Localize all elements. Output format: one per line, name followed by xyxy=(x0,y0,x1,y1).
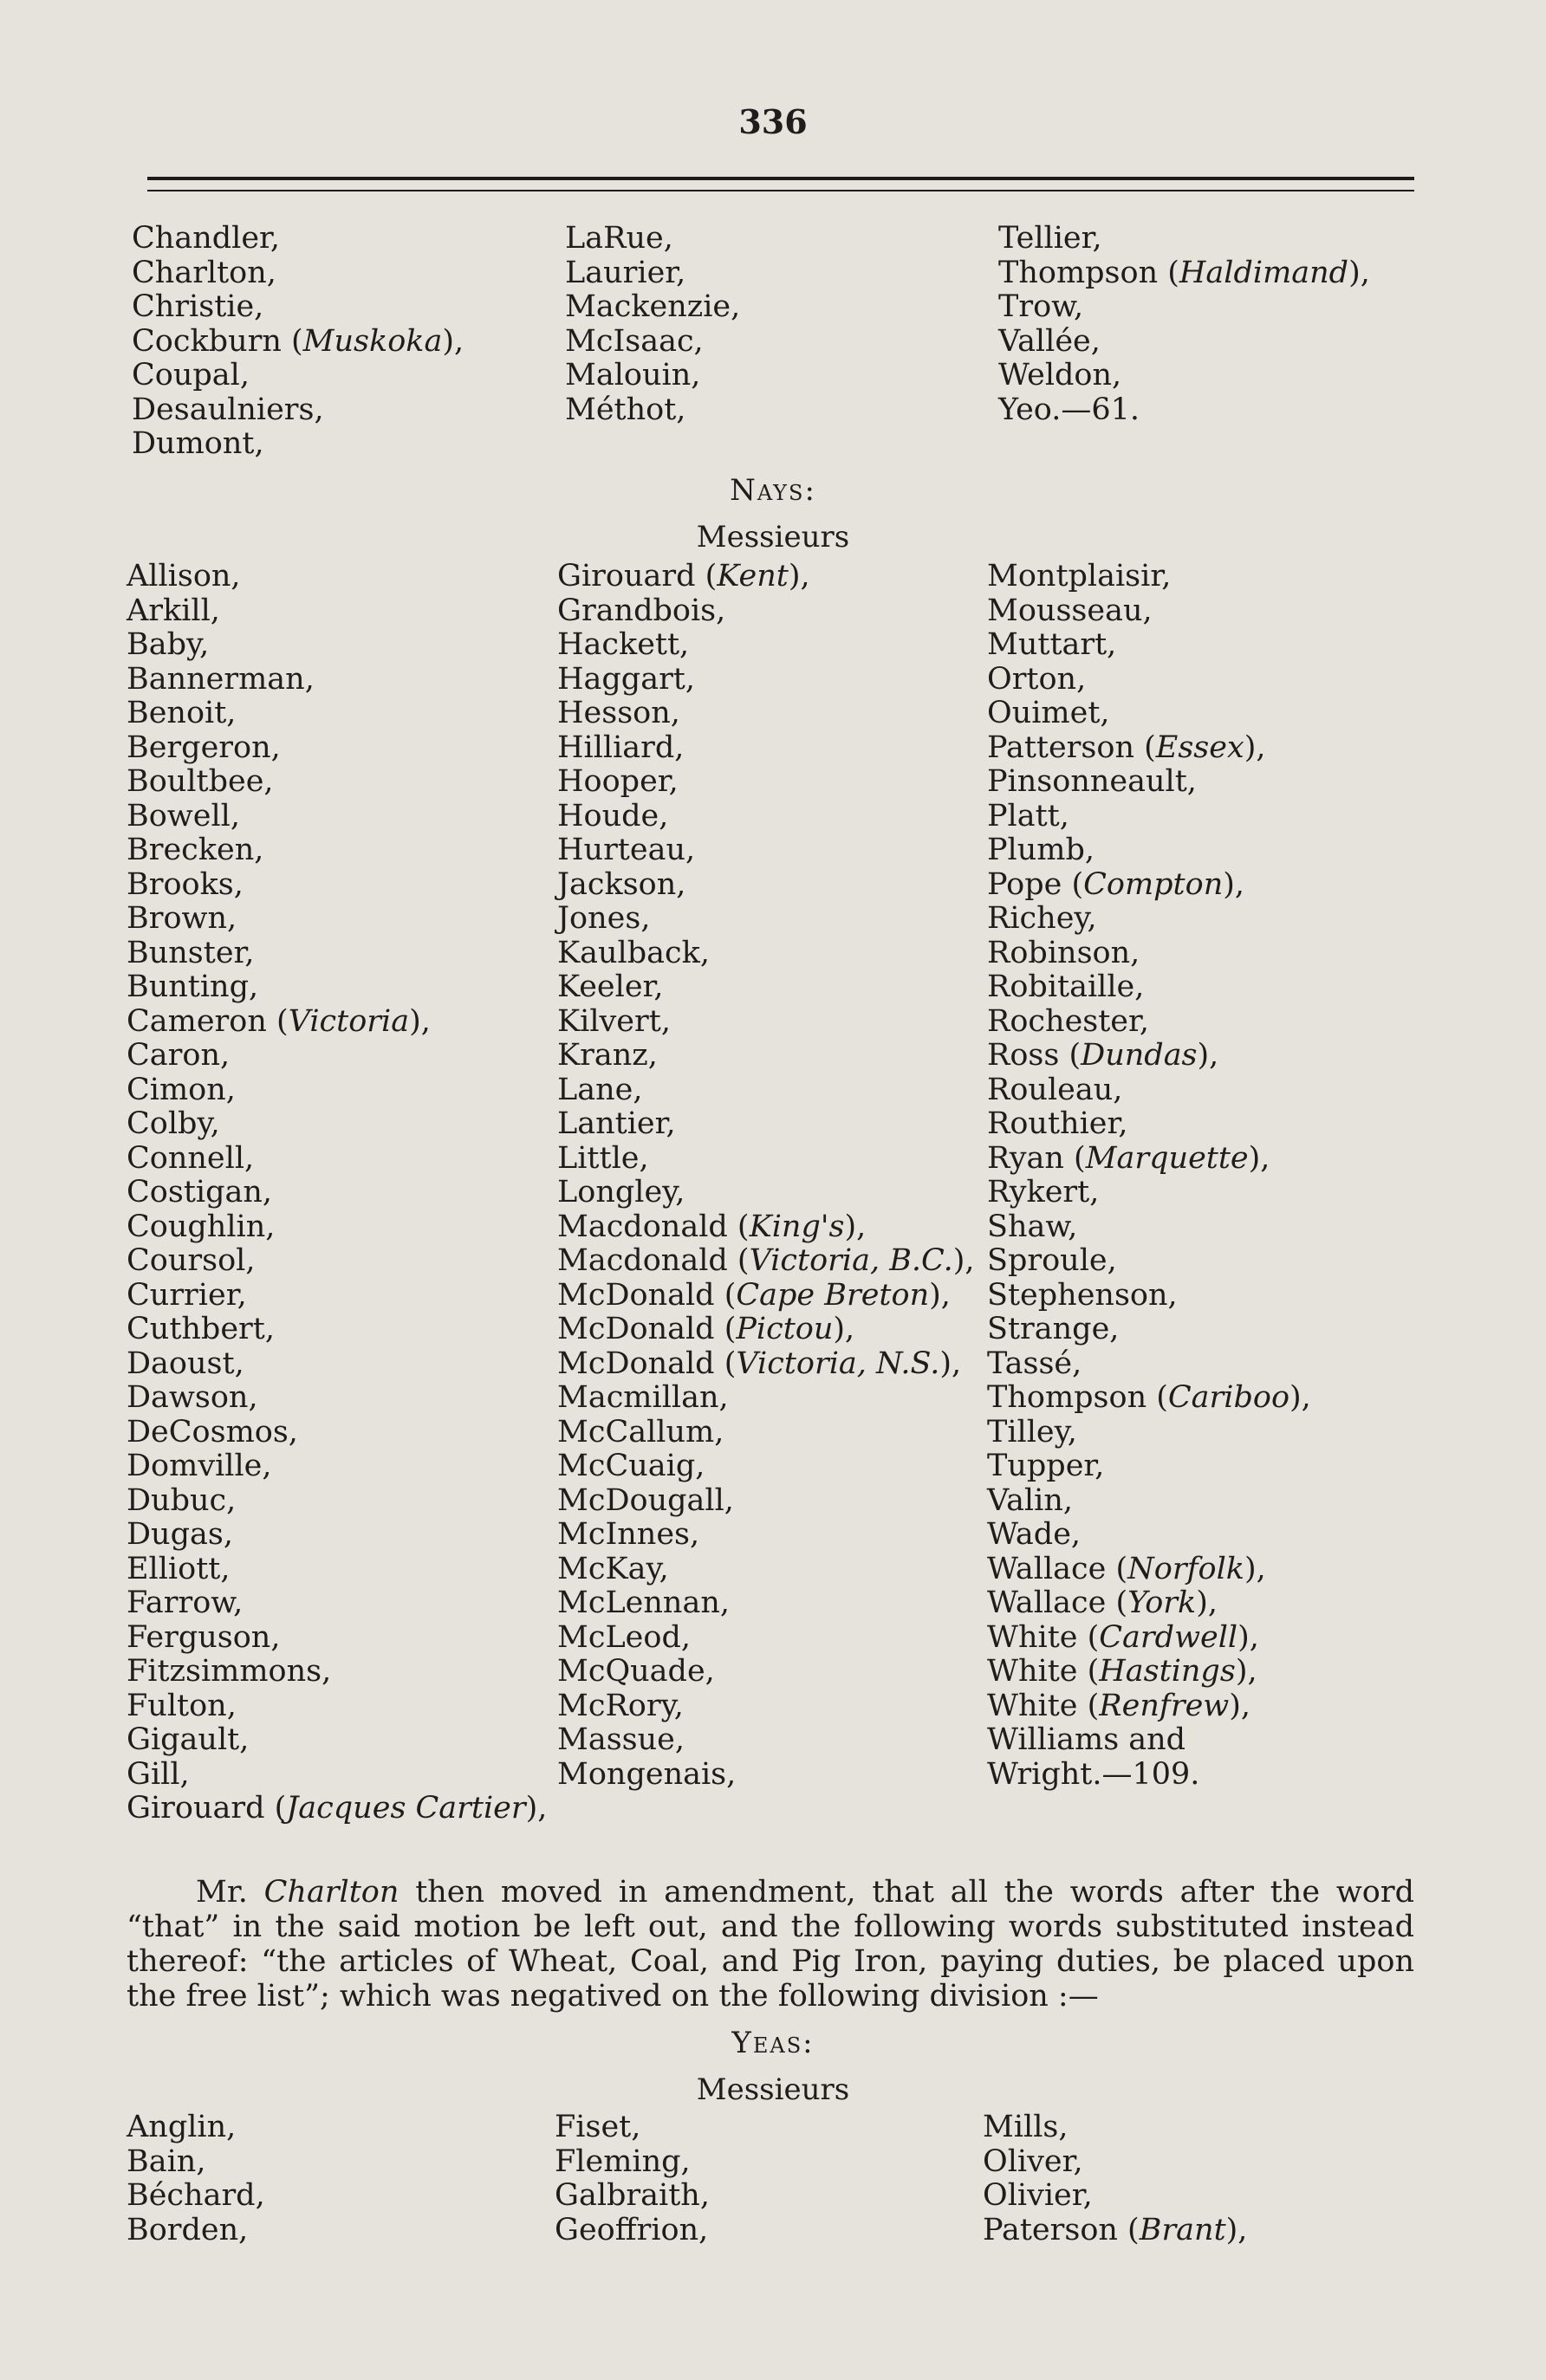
member-name: McKay, xyxy=(557,1551,669,1586)
member-name: Oliver, xyxy=(983,2143,1083,2179)
member-name: McDonald (Victoria, N.S.), xyxy=(557,1346,962,1381)
name-column xyxy=(565,222,998,462)
member-name: Tupper, xyxy=(987,1449,1105,1483)
member-name: Rouleau, xyxy=(987,1072,1123,1107)
member-name: Platt, xyxy=(987,798,1069,833)
member-name: Wade, xyxy=(987,1517,1082,1552)
member-name: Mousseau, xyxy=(987,593,1153,628)
member-name: Tellier, xyxy=(998,221,1102,256)
member-name: Yeo.—61. xyxy=(998,392,1140,427)
member-name: Robitaille, xyxy=(987,970,1145,1004)
member-name: Montplaisir, xyxy=(987,559,1172,593)
member-name: Patterson (Essex), xyxy=(987,730,1266,765)
member-name: Galbraith, xyxy=(555,2178,710,2213)
member-name: Vallée, xyxy=(998,323,1101,359)
member-name: LaRue, xyxy=(565,221,673,256)
member-name: Fleming, xyxy=(555,2143,691,2179)
member-name: McLeod, xyxy=(557,1619,691,1655)
member-name: Girouard (Jacques Cartier), xyxy=(127,1791,548,1826)
member-name: Daoust, xyxy=(127,1346,244,1381)
yeas-continued-list xyxy=(132,222,1370,462)
member-name: Bowell, xyxy=(127,798,240,833)
member-name: Kranz, xyxy=(557,1038,658,1073)
member-name: Ross (Dundas), xyxy=(987,1038,1219,1073)
member-name: Robinson, xyxy=(987,935,1140,970)
member-name: Elliott, xyxy=(127,1551,231,1586)
member-name: Bergeron, xyxy=(127,730,281,765)
member-name: Macdonald (Victoria, B.C.), xyxy=(557,1243,975,1278)
name-column xyxy=(983,2111,1247,2247)
member-name: Méthot, xyxy=(565,392,686,427)
member-name: Paterson (Brant), xyxy=(983,2212,1248,2247)
amendment-text: Mr. Charlton then moved in amendment, that all the words after the word “that” in the said motion be left out, and the following words substituted instead thereof: “the articles of Wheat, Coal, and Pig Iron, paying duties, be placed upon the free list”; which was negatived on the following division :— xyxy=(127,1875,1414,2014)
member-name: Caron, xyxy=(127,1038,231,1073)
member-name: Connell, xyxy=(127,1140,255,1176)
member-name: Trow, xyxy=(998,289,1084,324)
member-name: Brecken, xyxy=(127,833,264,867)
member-name: Little, xyxy=(557,1140,649,1176)
member-name: Cimon, xyxy=(127,1072,236,1107)
member-name: Muttart, xyxy=(987,627,1117,662)
member-name: DeCosmos, xyxy=(127,1414,298,1449)
member-name: Hesson, xyxy=(557,696,680,730)
member-name: Tilley, xyxy=(987,1414,1077,1449)
member-name: Jackson, xyxy=(557,866,686,902)
member-name: Strange, xyxy=(987,1312,1120,1346)
member-name: Benoit, xyxy=(127,696,237,730)
name-column xyxy=(127,2111,555,2247)
member-name: Tassé, xyxy=(987,1346,1082,1381)
name-column xyxy=(127,560,557,1826)
member-name: Orton, xyxy=(987,661,1087,697)
member-name: Girouard (Kent), xyxy=(557,559,810,593)
member-name: Coupal, xyxy=(132,358,250,392)
member-name: Hackett, xyxy=(557,627,690,662)
member-name: Fitzsimmons, xyxy=(127,1654,332,1689)
member-name: Valin, xyxy=(987,1482,1073,1518)
member-name: Dumont, xyxy=(132,426,264,461)
member-name: Keeler, xyxy=(557,970,664,1004)
member-name: Lantier, xyxy=(557,1106,676,1141)
member-name: Kilvert, xyxy=(557,1003,671,1039)
member-name: Mackenzie, xyxy=(565,289,741,324)
member-name: McQuade, xyxy=(557,1654,715,1689)
member-name: Boultbee, xyxy=(127,764,274,799)
member-name: McDonald (Cape Breton), xyxy=(557,1277,951,1313)
member-name: Gigault, xyxy=(127,1722,250,1757)
member-name: Ouimet, xyxy=(987,696,1110,730)
member-name: Rykert, xyxy=(987,1175,1100,1209)
member-name: Thompson (Haldimand), xyxy=(998,255,1370,290)
member-name: Domville, xyxy=(127,1449,272,1483)
member-name: Kaulback, xyxy=(557,935,710,970)
nays-heading: Nays: xyxy=(730,473,816,508)
name-column xyxy=(557,560,987,1826)
member-name: White (Hastings), xyxy=(987,1654,1257,1689)
member-name: Brown, xyxy=(127,901,237,936)
member-name: Sproule, xyxy=(987,1243,1117,1278)
member-name: Dubuc, xyxy=(127,1482,237,1518)
member-name: McDougall, xyxy=(557,1482,734,1518)
member-name: White (Renfrew), xyxy=(987,1688,1251,1723)
member-name: Wallace (York), xyxy=(987,1586,1218,1620)
member-name: Pope (Compton), xyxy=(987,866,1245,902)
member-name: Malouin, xyxy=(565,358,701,392)
member-name: Fiset, xyxy=(555,2110,641,2144)
member-name: Shaw, xyxy=(987,1209,1078,1244)
member-name: Gill, xyxy=(127,1756,190,1792)
name-column xyxy=(555,2111,983,2247)
member-name: Chandler, xyxy=(132,221,281,256)
yeas-heading: Yeas: xyxy=(731,2026,815,2060)
name-column xyxy=(132,222,565,462)
member-name: Bunster, xyxy=(127,935,255,970)
member-name: McDonald (Pictou), xyxy=(557,1312,855,1346)
member-name: White (Cardwell), xyxy=(987,1619,1259,1655)
member-name: Allison, xyxy=(127,559,241,593)
member-name: Costigan, xyxy=(127,1175,273,1209)
member-name: Colby, xyxy=(127,1106,220,1141)
member-name: Stephenson, xyxy=(987,1277,1178,1313)
member-name: Béchard, xyxy=(127,2178,265,2213)
member-name: Williams and xyxy=(987,1722,1186,1757)
member-name: McLennan, xyxy=(557,1586,731,1620)
member-name: Rochester, xyxy=(987,1003,1150,1039)
member-name: Dawson, xyxy=(127,1380,258,1415)
member-name: Cuthbert, xyxy=(127,1312,275,1346)
member-name: McRory, xyxy=(557,1688,684,1723)
member-name: Plumb, xyxy=(987,833,1095,867)
name-column xyxy=(998,222,1370,462)
member-name: Longley, xyxy=(557,1175,685,1209)
member-name: Charlton, xyxy=(132,255,276,290)
member-name: Dugas, xyxy=(127,1517,233,1552)
member-name: Borden, xyxy=(127,2212,249,2247)
member-name: Bain, xyxy=(127,2143,206,2179)
member-name: Mongenais, xyxy=(557,1756,737,1792)
member-name: McCallum, xyxy=(557,1414,724,1449)
member-name: Currier, xyxy=(127,1277,247,1313)
member-name: Weldon, xyxy=(998,358,1122,392)
header-rule xyxy=(147,177,1414,180)
yeas-list xyxy=(127,2111,1247,2247)
member-name: Coughlin, xyxy=(127,1209,276,1244)
member-name: Ryan (Marquette), xyxy=(987,1140,1270,1176)
member-name: Coursol, xyxy=(127,1243,256,1278)
member-name: Bannerman, xyxy=(127,661,315,697)
member-name: Haggart, xyxy=(557,661,695,697)
member-name: Pinsonneault, xyxy=(987,764,1197,799)
member-name: Anglin, xyxy=(127,2110,237,2144)
member-name: Macdonald (King's), xyxy=(557,1209,867,1244)
member-name: Routhier, xyxy=(987,1106,1128,1141)
member-name: McIsaac, xyxy=(565,323,704,359)
member-name: McCuaig, xyxy=(557,1449,705,1483)
member-name: Thompson (Cariboo), xyxy=(987,1380,1311,1415)
member-name: Fulton, xyxy=(127,1688,237,1723)
member-name: Arkill, xyxy=(127,593,220,628)
name-column xyxy=(987,560,1311,1826)
member-name: McInnes, xyxy=(557,1517,700,1552)
member-name: Hooper, xyxy=(557,764,679,799)
member-name: Laurier, xyxy=(565,255,686,290)
member-name: Grandbois, xyxy=(557,593,726,628)
member-name: Wallace (Norfolk), xyxy=(987,1551,1266,1586)
member-name: Macmillan, xyxy=(557,1380,729,1415)
member-name: Hilliard, xyxy=(557,730,685,765)
page-number: 336 xyxy=(738,102,808,141)
member-name: Houde, xyxy=(557,798,669,833)
member-name: Geoffrion, xyxy=(555,2212,709,2247)
member-name: Massue, xyxy=(557,1722,685,1757)
yeas-messieurs: Messieurs xyxy=(696,2072,850,2107)
member-name: Brooks, xyxy=(127,866,244,902)
member-name: Hurteau, xyxy=(557,833,696,867)
member-name: Wright.—109. xyxy=(987,1756,1200,1792)
member-name: Bunting, xyxy=(127,970,259,1004)
nays-list xyxy=(127,560,1311,1826)
member-name: Jones, xyxy=(557,901,651,936)
member-name: Desaulniers, xyxy=(132,392,324,427)
member-name: Christie, xyxy=(132,289,264,324)
member-name: Richey, xyxy=(987,901,1097,936)
nays-messieurs: Messieurs xyxy=(696,520,850,554)
amendment-paragraph xyxy=(127,1875,1414,2014)
member-name: Mills, xyxy=(983,2110,1069,2144)
member-name: Cockburn (Muskoka), xyxy=(132,323,464,359)
member-name: Farrow, xyxy=(127,1586,244,1620)
member-name: Ferguson, xyxy=(127,1619,281,1655)
member-name: Lane, xyxy=(557,1072,643,1107)
member-name: Cameron (Victoria), xyxy=(127,1003,431,1039)
header-rule-thin xyxy=(147,190,1414,191)
member-name: Olivier, xyxy=(983,2178,1093,2213)
member-name: Baby, xyxy=(127,627,210,662)
